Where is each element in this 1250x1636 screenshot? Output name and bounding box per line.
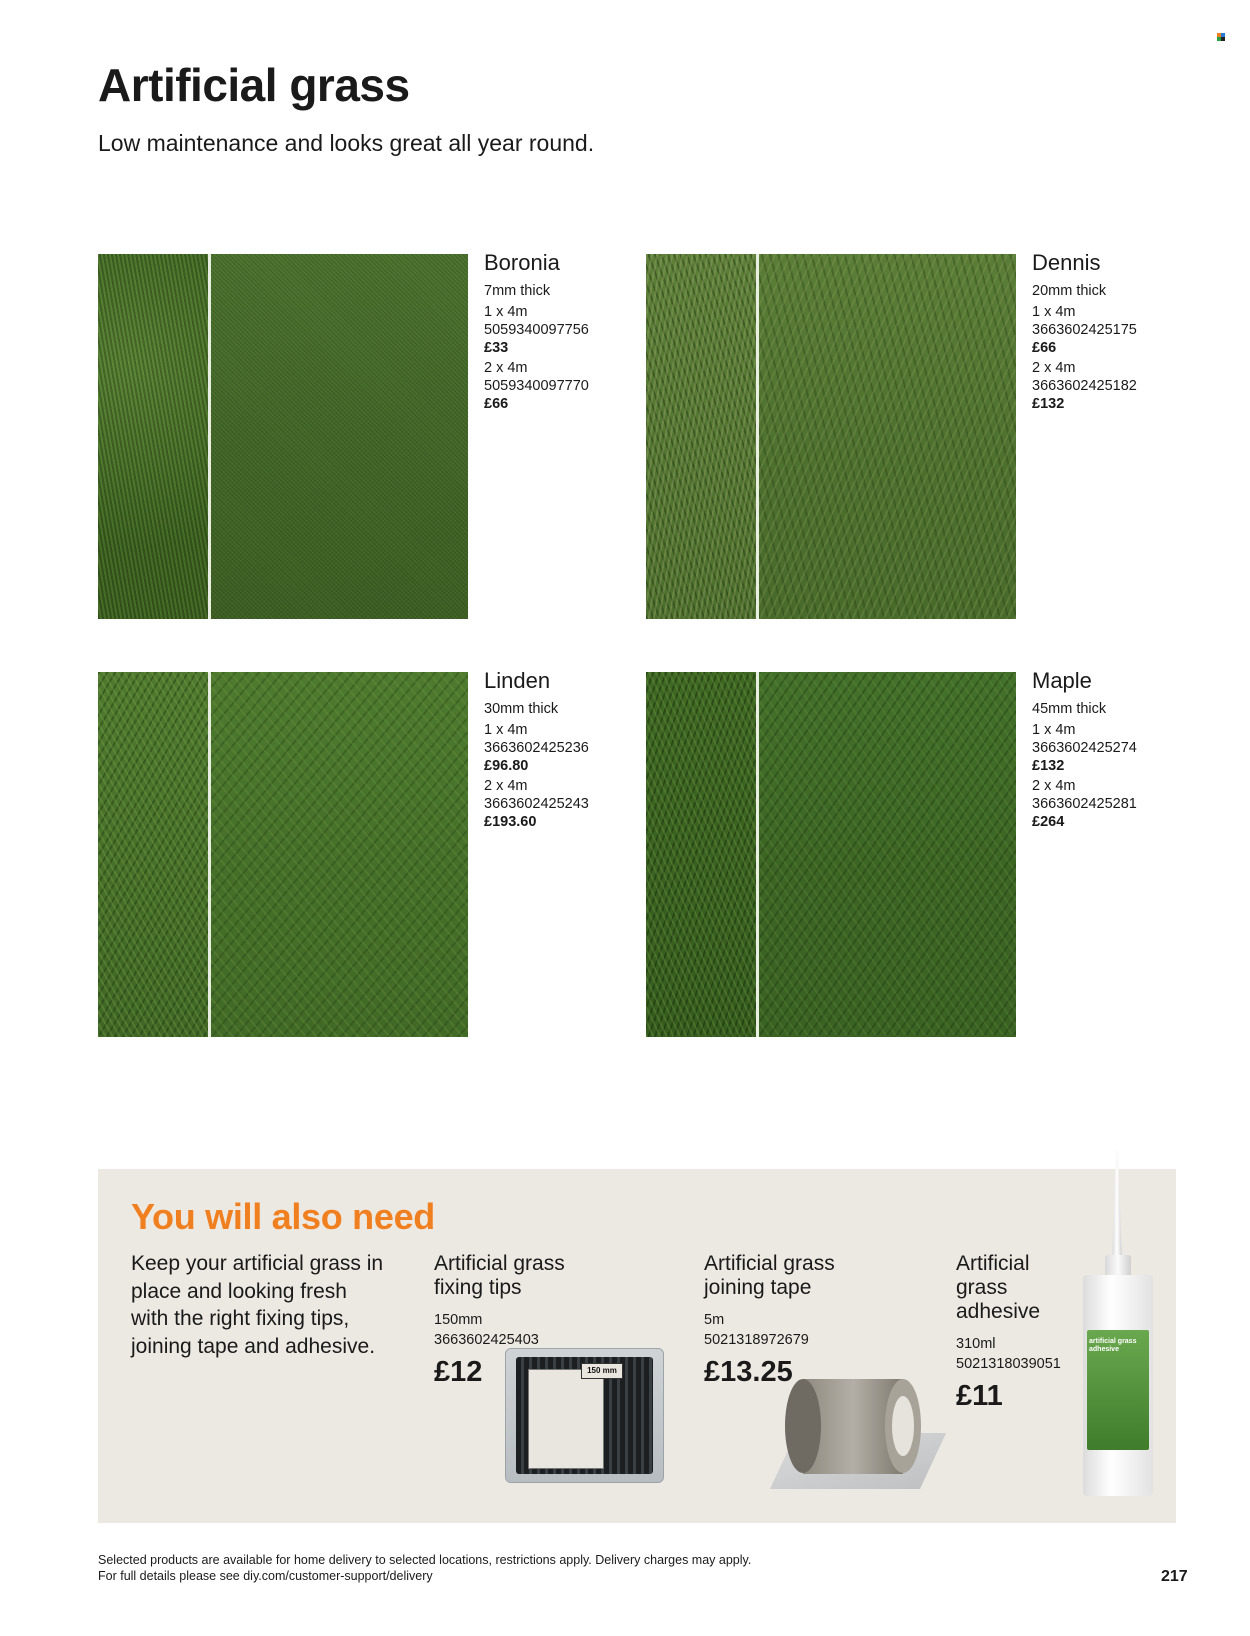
option-price: £96.80 [484, 758, 529, 774]
option-price: £66 [1032, 340, 1057, 356]
brand-mark-icon [1217, 33, 1225, 41]
product-name: Maple [1032, 668, 1092, 693]
page-title: Artificial grass [98, 59, 410, 111]
product-name: Linden [484, 668, 551, 693]
accessory-code: 5021318972679 [704, 1332, 809, 1348]
accessory-price: £13.25 [704, 1356, 793, 1388]
product-thickness: 30mm thick [484, 701, 559, 717]
product-thickness: 7mm thick [484, 283, 551, 299]
product-dennis [1032, 250, 1222, 413]
accessory-code: 5021318039051 [956, 1356, 1061, 1372]
product-thickness: 45mm thick [1032, 701, 1107, 717]
option-size: 2 x 4m [1032, 360, 1076, 376]
option-code: 3663602425182 [1032, 378, 1137, 394]
accessory-code: 3663602425403 [434, 1332, 539, 1348]
option-price: £264 [1032, 814, 1065, 830]
page-number: 217 [1161, 1568, 1188, 1585]
dennis-grass-image [646, 254, 1016, 619]
page-subtitle: Low maintenance and looks great all year round. [98, 130, 595, 156]
product-maple [1032, 668, 1222, 831]
option-code: 3663602425175 [1032, 322, 1137, 338]
accessory-price: £12 [434, 1356, 483, 1388]
accessory-adhesive [956, 1252, 1086, 1413]
pack-size-label: 150 mm [581, 1363, 623, 1379]
option-price: £66 [484, 396, 509, 412]
maple-grass-image [646, 672, 1016, 1037]
product-thickness: 20mm thick [1032, 283, 1107, 299]
delivery-note [98, 1552, 751, 1584]
boronia-grass-image [98, 254, 468, 619]
linden-grass-image [98, 672, 468, 1037]
option-size: 2 x 4m [484, 360, 528, 376]
option-price: £33 [484, 340, 509, 356]
fixing-tips-pack-image [505, 1348, 664, 1483]
adhesive-tube-image [1083, 1150, 1153, 1496]
option-size: 1 x 4m [484, 304, 528, 320]
option-size: 2 x 4m [484, 778, 528, 794]
option-size: 1 x 4m [484, 722, 528, 738]
delivery-note-line: Selected products are available for home delivery to selected locations, restrictions apply. Delivery charges may apply. [98, 1553, 752, 1567]
accessories-intro: Keep your artificial grass in place and looking fresh with the right fixing tips, joining tape and adhesive. [131, 1252, 384, 1358]
option-price: £132 [1032, 758, 1065, 774]
accessory-name-line: Artificial grass [434, 1252, 565, 1275]
option-code: 3663602425236 [484, 740, 589, 756]
joining-tape-roll-image [783, 1369, 933, 1499]
product-name: Dennis [1032, 250, 1101, 275]
accessory-price: £11 [956, 1380, 1003, 1412]
option-code: 3663602425243 [484, 796, 589, 812]
option-price: £193.60 [484, 814, 537, 830]
accessory-name-line: grass [956, 1276, 1008, 1299]
option-code: 3663602425274 [1032, 740, 1137, 756]
accessory-name-line: joining tape [704, 1276, 812, 1299]
option-size: 2 x 4m [1032, 778, 1076, 794]
option-size: 1 x 4m [1032, 722, 1076, 738]
accessory-size: 310ml [956, 1336, 996, 1352]
product-name: Boronia [484, 250, 560, 275]
accessory-name-line: Artificial [956, 1252, 1030, 1275]
tube-label-text: artificial grass adhesive [1089, 1338, 1137, 1353]
accessory-size: 150mm [434, 1312, 483, 1328]
accessory-name-line: adhesive [956, 1300, 1041, 1323]
accessory-name-line: Artificial grass [704, 1252, 835, 1275]
accessory-name-line: fixing tips [434, 1276, 522, 1299]
option-code: 5059340097756 [484, 322, 589, 338]
delivery-note-line: For full details please see diy.com/customer-support/delivery [98, 1569, 433, 1583]
option-size: 1 x 4m [1032, 304, 1076, 320]
accessories-heading: You will also need [131, 1196, 435, 1237]
accessory-size: 5m [704, 1312, 725, 1328]
option-code: 5059340097770 [484, 378, 589, 394]
option-price: £132 [1032, 396, 1065, 412]
option-code: 3663602425281 [1032, 796, 1137, 812]
